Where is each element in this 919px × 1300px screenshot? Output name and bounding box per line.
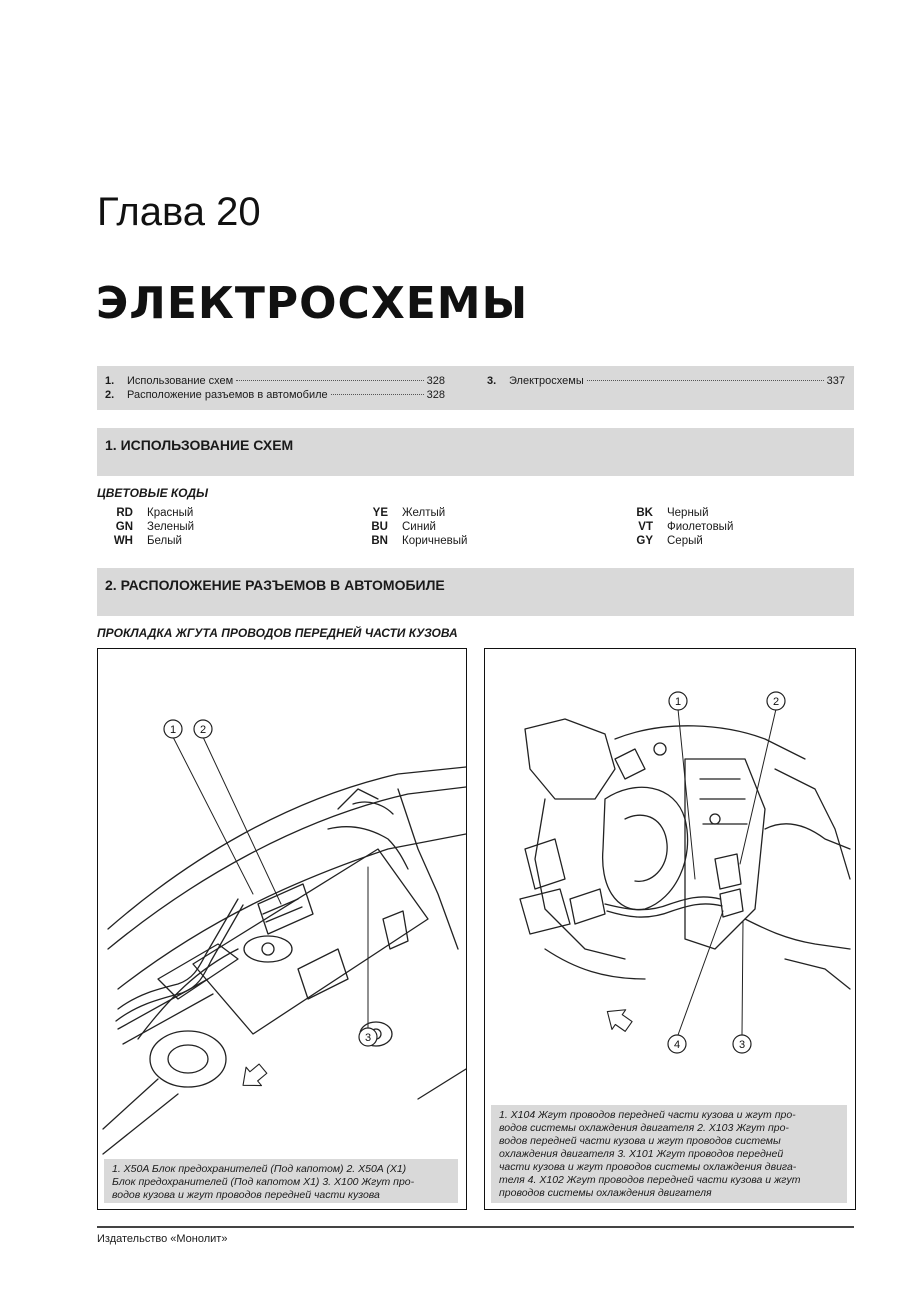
- color-code-row: VT Фиолетовый: [638, 521, 734, 533]
- section-heading-2: 2. РАСПОЛОЖЕНИЕ РАЗЪЕМОВ В АВТОМОБИЛЕ: [97, 568, 854, 616]
- color-code-row: GN Зеленый: [115, 521, 195, 533]
- toc-item[interactable]: 3. Электросхемы 337: [487, 375, 845, 387]
- chapter-number: Глава 20: [97, 190, 261, 234]
- direction-arrow-icon: [235, 1059, 270, 1094]
- callout-label: 1: [674, 696, 682, 708]
- color-codes-col-2: [340, 506, 467, 548]
- section-heading-1: 1. ИСПОЛЬЗОВАНИЕ СХЕМ: [97, 428, 854, 476]
- publisher-footer: Издательство «Монолит»: [97, 1233, 228, 1245]
- color-code-row: BN Коричневый: [371, 535, 468, 547]
- color-code-row: RD Красный: [116, 507, 194, 519]
- color-codes-col-1: [85, 506, 194, 548]
- engine-bay-illustration-left: [98, 649, 466, 1209]
- table-of-contents: [97, 366, 854, 410]
- color-code-row: YE Желтый: [372, 507, 446, 519]
- color-code-row: WH Белый: [113, 535, 182, 547]
- page-title: ЭЛЕКТРОСХЕМЫ: [96, 278, 529, 329]
- color-codes-col-3: [605, 506, 733, 548]
- callout-label: 3: [738, 1039, 746, 1051]
- color-code-row: BK Черный: [636, 507, 709, 519]
- callout-label: 2: [199, 724, 207, 736]
- color-code-row: BU Синий: [371, 521, 436, 533]
- callout-label: 3: [364, 1032, 372, 1044]
- toc-item[interactable]: 2. Расположение разъемов в автомобиле 328: [105, 389, 445, 401]
- callout-label: 1: [169, 724, 177, 736]
- figure-left-caption: 1. X50A Блок предохранителей (Под капотом) 2. X50A (X1) Блок предохранителей (Под капотом X1) 3. X100 Жгут про- водов кузова и жгут проводов передней части кузова: [104, 1159, 458, 1203]
- harness-subheading: ПРОКЛАДКА ЖГУТА ПРОВОДОВ ПЕРЕДНЕЙ ЧАСТИ КУЗОВА: [97, 626, 458, 640]
- direction-arrow-icon: [600, 1002, 635, 1037]
- callout-label: 4: [673, 1039, 681, 1051]
- toc-item[interactable]: 1. Использование схем 328: [105, 375, 445, 387]
- footer-divider: [97, 1226, 854, 1228]
- figure-right-caption: 1. X104 Жгут проводов передней части кузова и жгут про- водов системы охлаждения двигателя 2. X103 Жгут про- водов передней части кузова и жгут проводов системы охлаждения двигателя 3. X101 Жгут проводов передней части кузова и жгут проводов системы охлаждения двига- теля 4. X102 Жгут проводов передней части кузова и жгут проводов системы охлаждения двигателя: [491, 1105, 847, 1203]
- color-code-row: GY Серый: [636, 535, 703, 547]
- color-codes-heading: ЦВЕТОВЫЕ КОДЫ: [97, 486, 208, 500]
- figure-right: [484, 648, 856, 1210]
- callout-label: 2: [772, 696, 780, 708]
- figure-left: [97, 648, 467, 1210]
